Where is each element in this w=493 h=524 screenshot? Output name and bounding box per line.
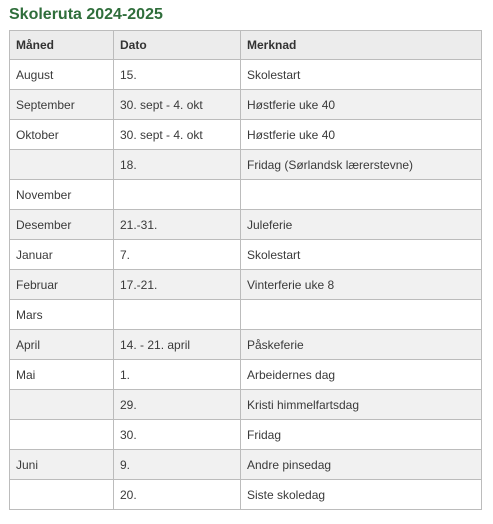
column-header-note: Merknad xyxy=(241,31,482,60)
cell-note: Fridag (Sørlandsk lærerstevne) xyxy=(241,150,482,180)
table-row xyxy=(10,330,482,360)
table-row xyxy=(10,90,482,120)
cell-note: Høstferie uke 40 xyxy=(241,120,482,150)
cell-date: 7. xyxy=(114,240,241,270)
cell-date: 14. - 21. april xyxy=(114,330,241,360)
table-row xyxy=(10,360,482,390)
cell-date xyxy=(114,300,241,330)
table-row xyxy=(10,420,482,450)
cell-note xyxy=(241,300,482,330)
cell-month: August xyxy=(10,60,114,90)
cell-note: Vinterferie uke 8 xyxy=(241,270,482,300)
table-row xyxy=(10,480,482,510)
cell-note: Arbeidernes dag xyxy=(241,360,482,390)
cell-date: 21.-31. xyxy=(114,210,241,240)
cell-date: 20. xyxy=(114,480,241,510)
cell-note: Skolestart xyxy=(241,240,482,270)
cell-date: 1. xyxy=(114,360,241,390)
column-header-month: Måned xyxy=(10,31,114,60)
cell-date: 30. sept - 4. okt xyxy=(114,120,241,150)
cell-month: Februar xyxy=(10,270,114,300)
cell-date: 30. xyxy=(114,420,241,450)
cell-month: April xyxy=(10,330,114,360)
cell-date: 29. xyxy=(114,390,241,420)
cell-month xyxy=(10,390,114,420)
table-row xyxy=(10,180,482,210)
table-header-row xyxy=(10,31,482,60)
cell-month: November xyxy=(10,180,114,210)
table-body xyxy=(10,60,482,510)
page-title: Skoleruta 2024-2025 xyxy=(9,6,163,23)
cell-month: Juni xyxy=(10,450,114,480)
cell-month xyxy=(10,420,114,450)
cell-date: 9. xyxy=(114,450,241,480)
cell-note: Høstferie uke 40 xyxy=(241,90,482,120)
table-row xyxy=(10,450,482,480)
cell-note: Siste skoledag xyxy=(241,480,482,510)
cell-note: Kristi himmelfartsdag xyxy=(241,390,482,420)
cell-month: Januar xyxy=(10,240,114,270)
cell-note: Fridag xyxy=(241,420,482,450)
cell-month: Oktober xyxy=(10,120,114,150)
table-row xyxy=(10,60,482,90)
cell-month xyxy=(10,480,114,510)
table-row xyxy=(10,270,482,300)
cell-date xyxy=(114,180,241,210)
table-row xyxy=(10,240,482,270)
cell-month: Mars xyxy=(10,300,114,330)
cell-date: 30. sept - 4. okt xyxy=(114,90,241,120)
cell-date: 17.-21. xyxy=(114,270,241,300)
table-row xyxy=(10,300,482,330)
cell-month: Mai xyxy=(10,360,114,390)
cell-note: Andre pinsedag xyxy=(241,450,482,480)
cell-note: Juleferie xyxy=(241,210,482,240)
cell-date: 15. xyxy=(114,60,241,90)
cell-date: 18. xyxy=(114,150,241,180)
table-row xyxy=(10,210,482,240)
cell-note: Skolestart xyxy=(241,60,482,90)
table-row xyxy=(10,390,482,420)
cell-month: Desember xyxy=(10,210,114,240)
cell-note xyxy=(241,180,482,210)
cell-month xyxy=(10,150,114,180)
table-row xyxy=(10,120,482,150)
table-row xyxy=(10,150,482,180)
cell-note: Påskeferie xyxy=(241,330,482,360)
column-header-date: Dato xyxy=(114,31,241,60)
cell-month: September xyxy=(10,90,114,120)
school-calendar-table xyxy=(9,30,482,510)
